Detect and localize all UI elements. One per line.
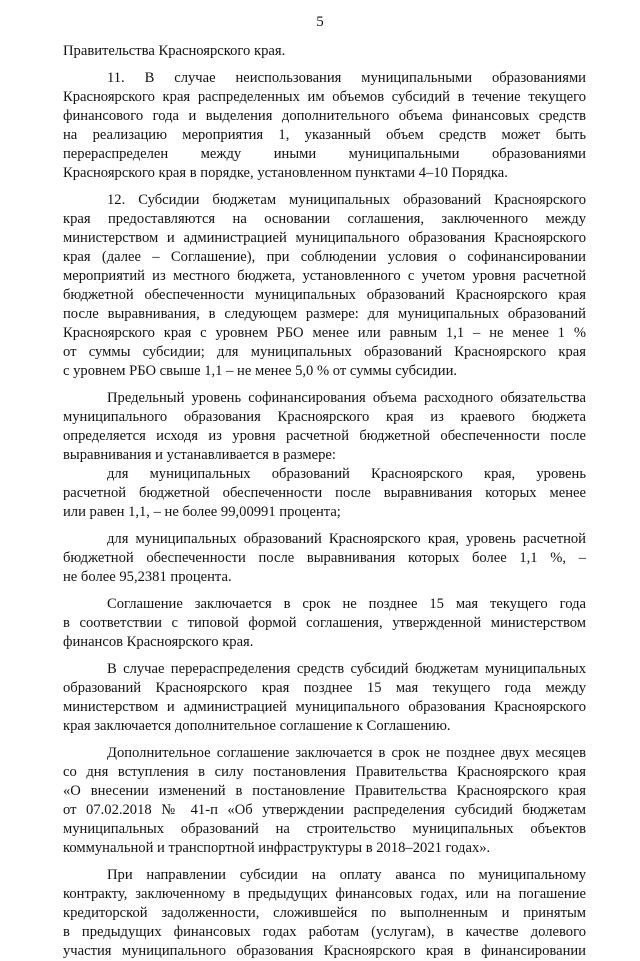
text-line: Соглашение заключается в срок не позднее 15 мая текущего года [107,596,586,612]
text-line: В случае перераспределения средств субсидий бюджетам муниципальных [107,661,586,677]
text-line: на реализацию мероприятия 1, указанный объем средств может быть [63,127,586,143]
text-line: расчетной бюджетной обеспеченности после выравнивания которых менее [63,485,586,501]
paragraph [63,42,586,61]
paragraph [63,389,586,465]
paragraph [63,660,586,736]
text-line: края заключается дополнительное соглашение к Соглашению. [63,718,451,734]
text-line: от 07.02.2018 № 41-п «Об утверждении распределения субсидий бюджетам [63,802,586,818]
text-line: финансового года и выделения дополнительного объема финансовых средств [63,108,586,124]
text-line: Предельный уровень софинансирования объема расходного обязательства [107,390,586,406]
text-line: министерством и администрацией муниципального образования Красноярского [63,699,586,715]
paragraph [63,595,586,652]
paragraph [63,866,586,961]
text-line: 11. В случае неиспользования муниципальными образованиями [107,70,586,86]
paragraph [63,69,586,183]
text-line: после выравнивания, в следующем размере: для муниципальных образований [63,306,586,322]
text-line: коммунальной и транспортной инфраструктуры в 2018–2021 годах». [63,840,491,856]
text-line: края (далее – Соглашение), при соблюдении условия о софинансировании [63,249,586,265]
text-line: финансов Красноярского края. [63,634,254,650]
text-line: муниципального образования Красноярского края из краевого бюджета [63,409,586,425]
text-line: для муниципальных образований Красноярского края, уровень расчетной [107,531,586,547]
text-line: Красноярского края в порядке, установленном пунктами 4–10 Порядка. [63,165,508,181]
text-line: в соответствии с типовой формой соглашения, утвержденной министерством [63,615,586,631]
text-line: выравнивания и устанавливается в размере: [63,447,336,463]
text-line: края предоставляются на основании соглашения, заключенного между [63,211,586,227]
text-line: Красноярского края распределенных им объемов субсидий в течение текущего [63,89,586,105]
text-line: «О внесении изменений в постановление Правительства Красноярского края [63,783,586,799]
text-line: перераспределен между иными муниципальными образованиями [63,146,586,162]
text-line: Правительства Красноярского края. [63,43,286,59]
text-line: При направлении субсидии на оплату аванса по муниципальному [107,867,586,883]
text-line: муниципальных образований на строительство муниципальных объектов [63,821,586,837]
text-line: 12. Субсидии бюджетам муниципальных образований Красноярского [107,192,586,208]
text-line: со дня вступления в силу постановления Правительства Красноярского края [63,764,586,780]
text-line: для муниципальных образований Красноярского края, уровень [107,466,586,482]
text-line: министерством и администрацией муниципального образования Красноярского [63,230,586,246]
paragraph [63,191,586,381]
text-line: или равен 1,1, – не более 99,00991 процента; [63,504,341,520]
paragraph [63,530,586,587]
text-line: бюджетной обеспеченности муниципальных образований Красноярского края [63,287,586,303]
text-line: с уровнем РБО свыше 1,1 – не менее 5,0 % от суммы субсидии. [63,363,458,379]
paragraph [63,465,586,522]
text-line: не более 95,2381 процента. [63,569,232,585]
text-line: участия муниципального образования Красноярского края в финансировании [63,943,586,959]
text-line: образований Красноярского края позднее 15 мая текущего года между [63,680,586,696]
text-line: определяется исходя из уровня расчетной бюджетной обеспеченности после [63,428,586,444]
text-line: Красноярского края с уровнем РБО менее или равным 1,1 – не менее 1 % [63,325,586,341]
page-number: 5 [316,14,324,30]
document-body [63,42,586,961]
text-line: от суммы субсидии; для муниципальных образований Красноярского края [63,344,586,360]
paragraph [63,744,586,858]
text-line: контракту, заключенному в предыдущих финансовых годах, или на погашение [63,886,586,902]
text-line: мероприятий из местного бюджета, установленного с учетом уровня расчетной [63,268,586,284]
text-line: бюджетной обеспеченности после выравнивания которых более 1,1 %, – [63,550,586,566]
text-line: Дополнительное соглашение заключается в срок не позднее двух месяцев [107,745,586,761]
text-line: в предыдущих финансовых годах работам (услугам), в качестве долевого [63,924,586,940]
text-line: кредиторской задолженности, сложившейся по выполненным и принятым [63,905,586,921]
